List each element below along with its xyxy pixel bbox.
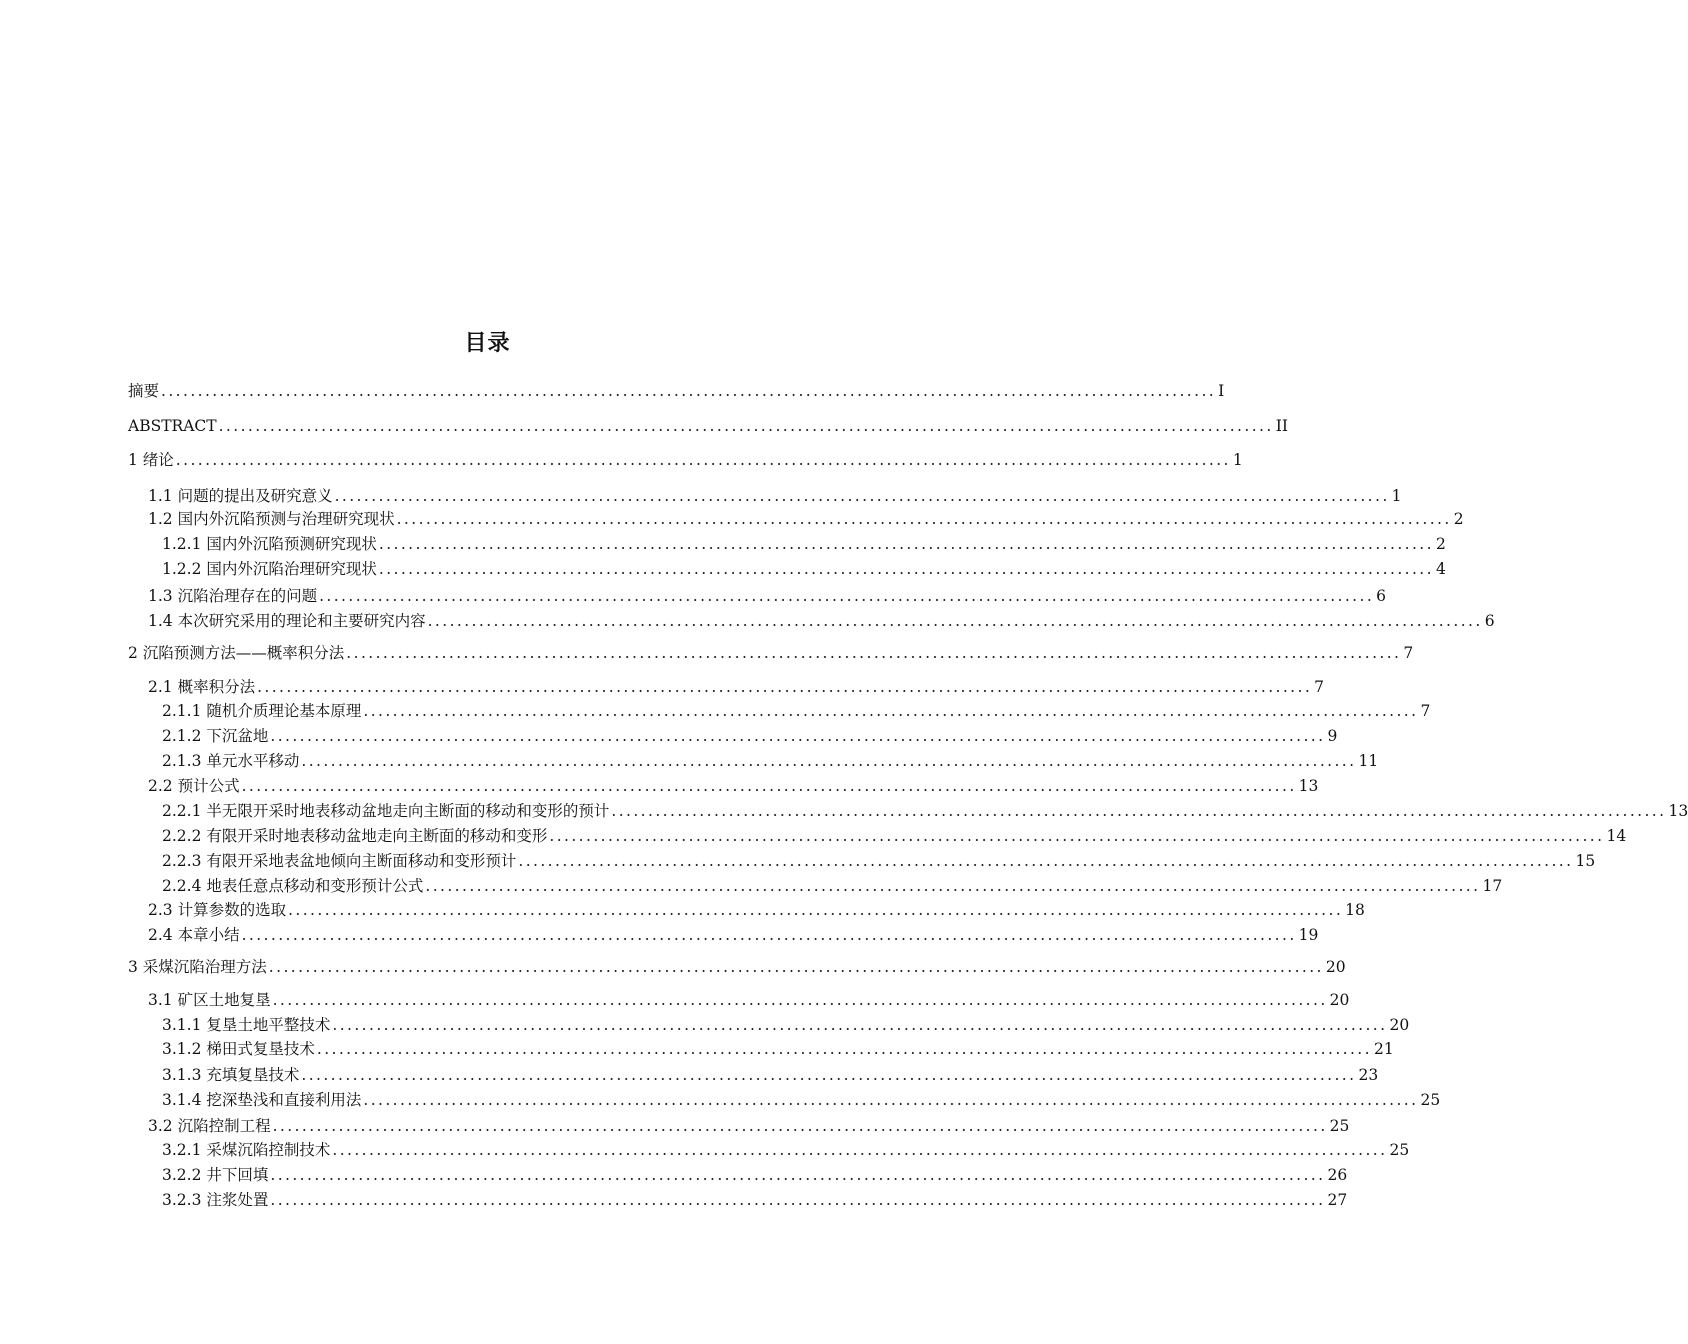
toc-entry-page-number: 25 [1329,1117,1350,1135]
toc-entry[interactable] [128,558,1446,580]
toc-entry-page-number: 1 [1232,451,1243,469]
toc-entry-label: 3.1.2 梯田式复垦技术 [162,1040,315,1058]
toc-title: 目录 [464,331,511,356]
toc-entry[interactable] [128,725,1338,747]
toc-entry-page-number: 2 [1453,510,1464,528]
toc-entry-page-number: I [1218,382,1225,400]
toc-entry-label: 2.2.3 有限开采地表盆地倾向主断面移动和变形预计 [162,852,517,870]
toc-entry-page-number: 20 [1389,1016,1410,1034]
toc-entry-label: 3.1.4 挖深垫浅和直接利用法 [162,1091,362,1109]
toc-entry-label: 1 绪论 [128,451,174,469]
toc-leader-dots: ................................................................................................................................................ [272,1117,1328,1135]
toc-entry-page-number: 19 [1298,926,1319,944]
toc-entry[interactable] [128,775,1319,797]
toc-leader-dots: ................................................................................................................................................ [218,417,1274,435]
toc-entry-page-number: II [1275,417,1288,435]
toc-leader-dots: ................................................................................................................................................ [301,1066,1357,1084]
toc-leader-dots: ................................................................................................................................................ [272,991,1328,1009]
toc-entry[interactable] [128,415,1288,437]
toc-entry[interactable] [128,924,1319,946]
toc-entry[interactable] [128,449,1243,471]
toc-leader-dots: ................................................................................................................................................ [268,958,1324,976]
toc-entry-page-number: 20 [1329,991,1350,1009]
toc-leader-dots: ................................................................................................................................................ [611,802,1667,820]
toc-entry-label: 2.2.2 有限开采时地表移动盆地走向主断面的移动和变形 [162,827,548,845]
toc-entry-label: 3.2.2 井下回填 [162,1166,269,1184]
toc-entry[interactable] [128,750,1379,772]
toc-entry-label: 1.3 沉陷治理存在的问题 [148,587,318,605]
toc-leader-dots: ................................................................................................................................................ [346,644,1402,662]
toc-leader-dots: ................................................................................................................................................ [334,487,1390,505]
toc-entry-label: 2 沉陷预测方法——概率积分法 [128,644,345,662]
toc-entry-page-number: 17 [1482,877,1503,895]
toc-leader-dots: ................................................................................................................................................ [363,1091,1419,1109]
toc-leader-dots: ................................................................................................................................................ [301,752,1357,770]
toc-entry[interactable] [128,989,1350,1011]
toc-entry[interactable] [128,1164,1348,1186]
toc-entry-label: 1.2.1 国内外沉陷预测研究现状 [162,535,377,553]
toc-entry[interactable] [128,1115,1350,1137]
toc-entry-page-number: 1 [1391,487,1402,505]
toc-entry[interactable] [128,956,1346,978]
toc-leader-dots: ................................................................................................................................................ [288,901,1344,919]
toc-leader-dots: ................................................................................................................................................ [396,510,1452,528]
toc-entry-page-number: 26 [1327,1166,1348,1184]
toc-leader-dots: ................................................................................................................................................ [241,777,1297,795]
toc-entry-label: 3.2 沉陷控制工程 [148,1117,271,1135]
toc-leader-dots: ................................................................................................................................................ [332,1016,1388,1034]
toc-entry[interactable] [128,899,1365,921]
toc-entry-label: 2.1 概率积分法 [148,678,256,696]
toc-entry[interactable] [128,1038,1394,1060]
toc-entry[interactable] [128,700,1431,722]
toc-entry-label: 1.1 问题的提出及研究意义 [148,487,333,505]
toc-entry-page-number: 7 [1403,644,1414,662]
toc-entry-label: 3.2.3 注浆处置 [162,1191,269,1209]
toc-entry[interactable] [128,585,1387,607]
toc-entry-label: 摘要 [128,382,160,400]
toc-entry[interactable] [128,850,1596,872]
toc-entry-page-number: 27 [1327,1191,1348,1209]
toc-leader-dots: ................................................................................................................................................ [241,926,1297,944]
toc-entry[interactable] [128,676,1325,698]
toc-entry[interactable] [128,533,1446,555]
toc-entry-page-number: 18 [1345,901,1365,919]
toc-entry[interactable] [128,800,1688,822]
toc-entry-page-number: 15 [1575,852,1596,870]
toc-leader-dots: ................................................................................................................................................ [270,1191,1326,1209]
toc-entry[interactable] [128,875,1503,897]
toc-entry-page-number: 13 [1668,802,1688,820]
toc-entry-label: 2.1.2 下沉盆地 [162,727,269,745]
toc-entry-page-number: 23 [1358,1066,1379,1084]
toc-leader-dots: ................................................................................................................................................ [316,1040,1372,1058]
toc-leader-dots: ................................................................................................................................................ [270,1166,1326,1184]
toc-entry-page-number: 2 [1435,535,1446,553]
toc-entry-page-number: 14 [1606,827,1627,845]
toc-leader-dots: ................................................................................................................................................ [175,451,1231,469]
toc-leader-dots: ................................................................................................................................................ [363,702,1419,720]
toc-entry[interactable] [128,1089,1441,1111]
toc-entry-page-number: 7 [1420,702,1431,720]
toc-leader-dots: ................................................................................................................................................ [518,852,1574,870]
toc-entry-page-number: 6 [1484,612,1495,630]
toc-entry-page-number: 20 [1325,958,1346,976]
toc-entry-label: 3.1 矿区土地复垦 [148,991,271,1009]
toc-entry[interactable] [128,485,1402,507]
toc-leader-dots: ................................................................................................................................................ [270,727,1326,745]
toc-entry-label: 3.1.1 复垦土地平整技术 [162,1016,331,1034]
toc-entry-label: 2.1.1 随机介质理论基本原理 [162,702,362,720]
toc-entry-label: 2.2 预计公式 [148,777,240,795]
toc-leader-dots: ................................................................................................................................................ [161,382,1217,400]
toc-leader-dots: ................................................................................................................................................ [319,587,1375,605]
toc-entry[interactable] [128,1064,1379,1086]
toc-leader-dots: ................................................................................................................................................ [257,678,1313,696]
toc-entry-page-number: 11 [1358,752,1379,770]
toc-leader-dots: ................................................................................................................................................ [332,1141,1388,1159]
toc-entry-page-number: 13 [1298,777,1319,795]
toc-entry[interactable] [128,642,1414,664]
toc-entry-page-number: 25 [1389,1141,1410,1159]
toc-entry-label: 2.1.3 单元水平移动 [162,752,300,770]
toc-leader-dots: ................................................................................................................................................ [425,877,1481,895]
toc-entry-label: 2.2.4 地表任意点移动和变形预计公式 [162,877,424,895]
toc-entry-page-number: 6 [1376,587,1387,605]
toc-entry-label: 2.3 计算参数的选取 [148,901,287,919]
toc-entry-label: 2.4 本章小结 [148,926,240,944]
toc-entry[interactable] [128,1189,1348,1211]
toc-leader-dots: ................................................................................................................................................ [378,535,1434,553]
toc-entry-label: 3.1.3 充填复垦技术 [162,1066,300,1084]
toc-entry-label: 1.2.2 国内外沉陷治理研究现状 [162,560,377,578]
toc-entry-page-number: 7 [1314,678,1325,696]
toc-entry-label: ABSTRACT [128,417,217,435]
toc-entry[interactable] [128,825,1627,847]
toc-entry[interactable] [128,1139,1410,1161]
toc-entry-page-number: 9 [1327,727,1338,745]
toc-entry[interactable] [128,610,1495,632]
toc-entry-label: 2.2.1 半无限开采时地表移动盆地走向主断面的移动和变形的预计 [162,802,610,820]
toc-entry[interactable] [128,508,1464,530]
toc-entry[interactable] [128,1014,1410,1036]
toc-leader-dots: ................................................................................................................................................ [378,560,1434,578]
toc-entry-label: 3 采煤沉陷治理方法 [128,958,267,976]
toc-entry-label: 1.4 本次研究采用的理论和主要研究内容 [148,612,426,630]
toc-entry-label: 1.2 国内外沉陷预测与治理研究现状 [148,510,395,528]
toc-entry-page-number: 21 [1373,1040,1394,1058]
toc-entry[interactable] [128,380,1225,402]
toc-leader-dots: ................................................................................................................................................ [549,827,1605,845]
toc-entry-label: 3.2.1 采煤沉陷控制技术 [162,1141,331,1159]
toc-entry-page-number: 4 [1435,560,1446,578]
toc-entry-page-number: 25 [1420,1091,1441,1109]
toc-leader-dots: ................................................................................................................................................ [427,612,1483,630]
